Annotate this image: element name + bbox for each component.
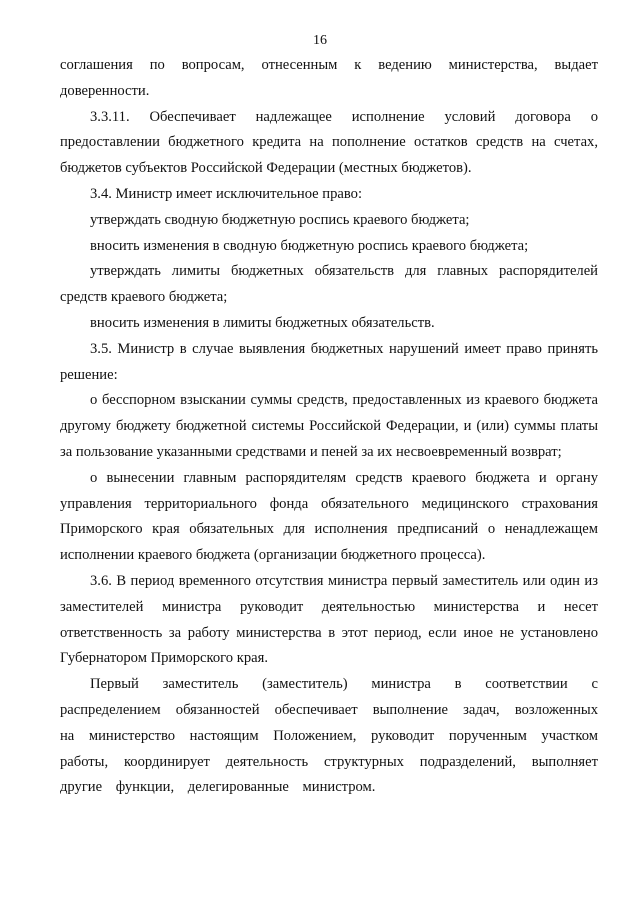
list-item-amend-budget-schedule: вносить изменения в сводную бюджетную роспись краевого бюджета; [90, 237, 529, 254]
page-number: 16 [313, 33, 327, 48]
paragraph-3-3-11: 3.3.11. Обеспечивает надлежащее исполнение условий договора о предоставлении бюджетного кредита на пополнение остатков средств на счетах, бюджетов субъектов Российской Федерации (местных бюджетов). [60, 108, 598, 177]
list-item-issue-orders: о вынесении главным распорядителям средств краевого бюджета и органу управления территориального фонда обязательного медицинского страхования Приморского края обязательных для исполнения предписаний о ненадлежащем исполнении краевого бюджета (организации бюджетного процесса). [60, 469, 598, 564]
paragraph-continuation: соглашения по вопросам, отнесенным к ведению министерства, выдает доверенности. [60, 57, 598, 99]
document-body [60, 53, 598, 801]
list-item-recovery-of-funds: о бесспорном взыскании суммы средств, предоставленных из краевого бюджета другому бюджету бюджетной системы Российской Федерации, и (или) суммы платы за пользование указанными средствами и пеней за их несвоевременный возврат; [60, 392, 598, 460]
paragraph-3-6: 3.6. В период временного отсутствия министра первый заместитель или один из заместителей министра руководит деятельностью министерства и несет ответственность за работу министерства в этот период, если иное не установлено Губернатором Приморского края. [60, 572, 598, 667]
list-item-amend-limits: вносить изменения в лимиты бюджетных обязательств. [90, 314, 435, 331]
paragraph-3-5: 3.5. Министр в случае выявления бюджетных нарушений имеет право принять решение: [60, 340, 598, 383]
paragraph-first-deputy: Первый заместитель (заместитель) министра в соответствии с распределением обязанностей обеспечивает выполнение задач, возложенных на министерство настоящим Положением, руководит порученным участком работы, координирует деятельность структурных подразделений, выполняет другие функции, делегированные министром. [60, 676, 598, 796]
list-item-approve-limits: утверждать лимиты бюджетных обязательств для главных распорядителей средств краевого бюджета; [60, 263, 598, 306]
list-item-approve-budget-schedule: утверждать сводную бюджетную роспись краевого бюджета; [90, 211, 470, 228]
paragraph-3-4: 3.4. Министр имеет исключительное право: [90, 185, 363, 202]
